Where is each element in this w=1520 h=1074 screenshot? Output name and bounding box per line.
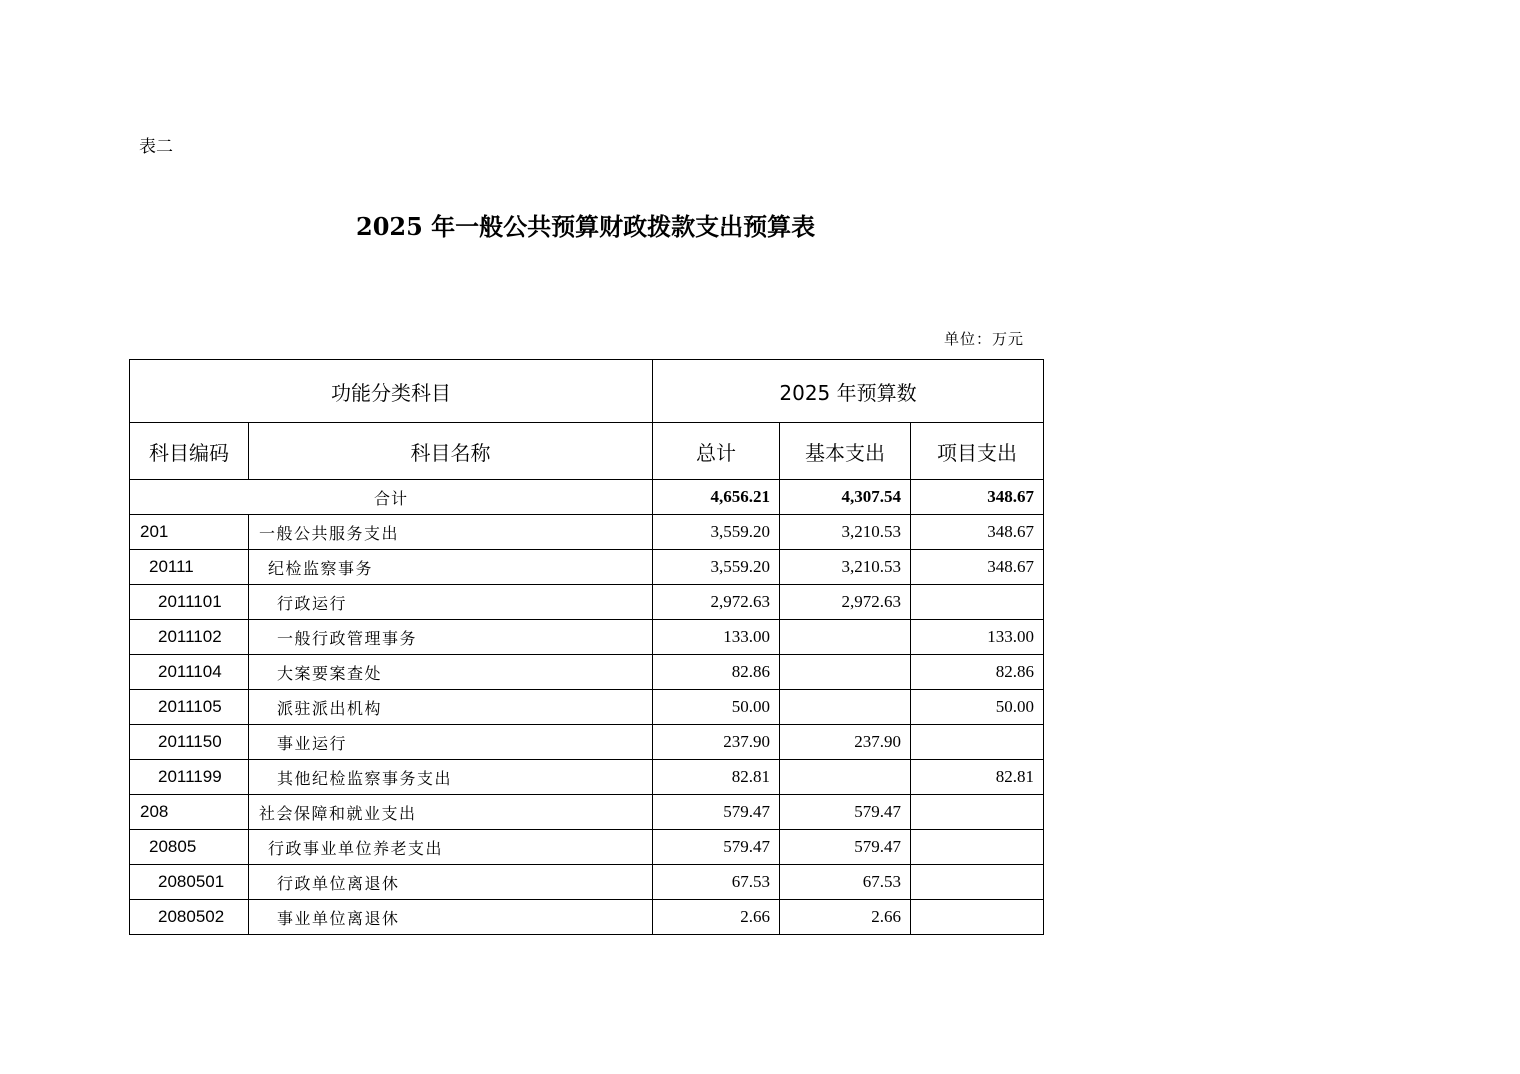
row-project xyxy=(911,725,1044,760)
row-total: 67.53 xyxy=(653,865,780,900)
row-project xyxy=(911,900,1044,935)
row-code: 2011104 xyxy=(130,655,249,690)
row-code: 208 xyxy=(130,795,249,830)
row-project: 50.00 xyxy=(911,690,1044,725)
row-name: 派驻派出机构 xyxy=(249,690,653,725)
table-row xyxy=(130,760,1044,795)
row-project: 348.67 xyxy=(911,515,1044,550)
total-project: 348.67 xyxy=(911,480,1044,515)
row-code: 2011102 xyxy=(130,620,249,655)
table-row xyxy=(130,620,1044,655)
page-title: 2025 年一般公共预算财政拨款支出预算表 xyxy=(356,212,816,241)
row-basic: 237.90 xyxy=(780,725,911,760)
row-basic xyxy=(780,760,911,795)
row-total: 50.00 xyxy=(653,690,780,725)
header-name: 科目名称 xyxy=(249,423,653,480)
row-total: 2,972.63 xyxy=(653,585,780,620)
row-basic xyxy=(780,690,911,725)
row-name: 一般公共服务支出 xyxy=(249,515,653,550)
row-name: 行政单位离退休 xyxy=(249,865,653,900)
row-total: 133.00 xyxy=(653,620,780,655)
row-project: 82.86 xyxy=(911,655,1044,690)
row-basic xyxy=(780,620,911,655)
table-row xyxy=(130,690,1044,725)
total-sum: 4,656.21 xyxy=(653,480,780,515)
row-basic: 2.66 xyxy=(780,900,911,935)
row-code: 20805 xyxy=(130,830,249,865)
row-basic xyxy=(780,655,911,690)
row-total: 3,559.20 xyxy=(653,515,780,550)
table-row xyxy=(130,515,1044,550)
total-basic: 4,307.54 xyxy=(780,480,911,515)
table-row xyxy=(130,900,1044,935)
budget-table xyxy=(129,359,1044,935)
total-label: 合计 xyxy=(130,480,653,515)
row-code: 2011199 xyxy=(130,760,249,795)
row-project: 82.81 xyxy=(911,760,1044,795)
row-code: 2080501 xyxy=(130,865,249,900)
row-name: 事业运行 xyxy=(249,725,653,760)
table-row xyxy=(130,550,1044,585)
header-code: 科目编码 xyxy=(130,423,249,480)
row-project xyxy=(911,865,1044,900)
row-basic: 579.47 xyxy=(780,795,911,830)
row-total: 2.66 xyxy=(653,900,780,935)
row-basic: 67.53 xyxy=(780,865,911,900)
row-name: 社会保障和就业支出 xyxy=(249,795,653,830)
row-code: 2011101 xyxy=(130,585,249,620)
table-row xyxy=(130,795,1044,830)
row-project xyxy=(911,795,1044,830)
table-row xyxy=(130,655,1044,690)
row-name: 一般行政管理事务 xyxy=(249,620,653,655)
row-total: 82.81 xyxy=(653,760,780,795)
row-code: 201 xyxy=(130,515,249,550)
row-name: 纪检监察事务 xyxy=(249,550,653,585)
row-name: 行政运行 xyxy=(249,585,653,620)
header-row-columns xyxy=(130,423,1044,480)
row-name: 事业单位离退休 xyxy=(249,900,653,935)
table-row xyxy=(130,865,1044,900)
table-row xyxy=(130,585,1044,620)
row-basic: 579.47 xyxy=(780,830,911,865)
row-basic: 3,210.53 xyxy=(780,550,911,585)
row-total: 237.90 xyxy=(653,725,780,760)
row-code: 2011150 xyxy=(130,725,249,760)
header-basic: 基本支出 xyxy=(780,423,911,480)
row-total: 579.47 xyxy=(653,795,780,830)
row-basic: 2,972.63 xyxy=(780,585,911,620)
row-code: 20111 xyxy=(130,550,249,585)
header-row-group xyxy=(130,360,1044,423)
row-name: 行政事业单位养老支出 xyxy=(249,830,653,865)
row-total: 579.47 xyxy=(653,830,780,865)
header-total: 总计 xyxy=(653,423,780,480)
row-project xyxy=(911,585,1044,620)
table-row xyxy=(130,725,1044,760)
row-basic: 3,210.53 xyxy=(780,515,911,550)
row-total: 3,559.20 xyxy=(653,550,780,585)
row-code: 2011105 xyxy=(130,690,249,725)
row-name: 大案要案查处 xyxy=(249,655,653,690)
unit-label: 单位：万元 xyxy=(944,330,1025,348)
row-name: 其他纪检监察事务支出 xyxy=(249,760,653,795)
header-project: 项目支出 xyxy=(911,423,1044,480)
table-label: 表二 xyxy=(139,137,173,157)
row-total: 82.86 xyxy=(653,655,780,690)
row-project xyxy=(911,830,1044,865)
table-row xyxy=(130,830,1044,865)
total-row xyxy=(130,480,1044,515)
row-project: 348.67 xyxy=(911,550,1044,585)
row-code: 2080502 xyxy=(130,900,249,935)
header-function-classification: 功能分类科目 xyxy=(130,360,653,423)
header-budget-2025: 2025 年预算数 xyxy=(653,360,1044,423)
row-project: 133.00 xyxy=(911,620,1044,655)
